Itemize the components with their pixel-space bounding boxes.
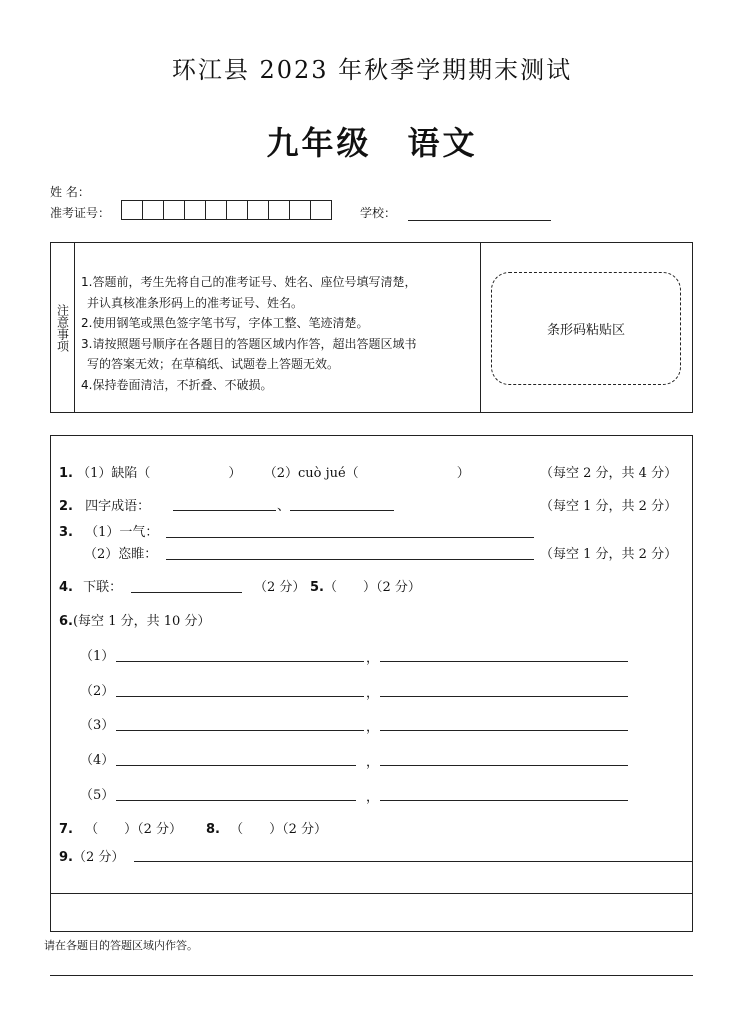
school-label: 学校：	[360, 206, 397, 220]
q7-row: 7. （ ）（2 分）	[59, 822, 183, 837]
notice-side-label: 注意事项	[51, 243, 75, 412]
q3-blank-1[interactable]	[166, 537, 534, 538]
q2-row: 2. 四字成语：	[59, 499, 151, 514]
q6-header: 6.(每空 1 分，共 10 分）	[59, 614, 211, 629]
subject-label: 语文	[407, 124, 478, 162]
notice-item: 并认真核准条形码上的准考证号、姓名。	[87, 295, 304, 310]
grade-label: 九年级	[266, 124, 372, 162]
q3-row-1: 3. （1）一气：	[59, 525, 159, 540]
q4-score: （2 分）	[254, 580, 306, 595]
q2-blank-2[interactable]	[290, 510, 394, 511]
q6-blank-second[interactable]	[380, 730, 628, 731]
exam-id-digit-box[interactable]	[163, 200, 185, 220]
q1-row: 1. （1）缺陷（ ） （2）cuò jué（ ）	[59, 466, 470, 481]
exam-id-digit-box[interactable]	[310, 200, 332, 220]
exam-id-digit-box[interactable]	[142, 200, 164, 220]
q6-blank-second[interactable]	[380, 800, 628, 801]
notice-item: 写的答案无效；在草稿纸、试题卷上答题无效。	[87, 357, 340, 371]
notice-list	[81, 272, 479, 395]
q6-blank-second[interactable]	[380, 696, 628, 697]
q3-row-2: （2）恣睢：	[84, 547, 158, 562]
q6-blank-first[interactable]	[116, 800, 356, 801]
exam-id-digit-box[interactable]	[226, 200, 248, 220]
q2-separator: 、	[277, 499, 291, 514]
exam-title: 环江县 2023 年秋季学期期末测试	[171, 56, 573, 84]
q6-sub-label: （1）	[80, 649, 115, 664]
notice-item: 1.答题前，考生先将自己的准考证号、姓名、座位号填写清楚，	[81, 275, 417, 289]
q1-score: （每空 2 分，共 4 分）	[540, 466, 678, 481]
q9-row: 9.（2 分）	[59, 850, 125, 865]
q6-comma: ，	[366, 651, 380, 666]
notice-box	[50, 242, 693, 413]
q6-sub-label: （5）	[80, 788, 115, 803]
notice-item: 3.请按照题号顺序在各题目的答题区域内作答，超出答题区域书	[81, 336, 417, 351]
notice-item: 4.保持卷面清洁，不折叠、不破损。	[81, 377, 273, 392]
exam-id-digit-box[interactable]	[247, 200, 269, 220]
q6-sub-label: （3）	[80, 718, 115, 733]
q6-blank-first[interactable]	[116, 696, 364, 697]
exam-id-digit-box[interactable]	[289, 200, 311, 220]
exam-id-digit-box[interactable]	[268, 200, 290, 220]
q9-line-2[interactable]	[50, 893, 693, 894]
q6-blank-first[interactable]	[116, 661, 364, 662]
grade-subject-title	[0, 118, 744, 164]
q4-row: 4. 下联：	[59, 580, 123, 595]
q9-line-1[interactable]	[134, 861, 693, 862]
q6-sub-label: （2）	[80, 684, 115, 699]
q6-blank-second[interactable]	[380, 661, 628, 662]
q6-blank-first[interactable]	[116, 730, 364, 731]
notice-item: 2.使用钢笔或黑色签字笔书写，字体工整、笔迹清楚。	[81, 316, 369, 330]
exam-id-label: 准考证号：	[50, 206, 111, 220]
exam-id-boxes[interactable]	[122, 200, 332, 220]
footer-note: 请在各题目的答题区域内作答。	[44, 939, 198, 952]
footer-divider	[50, 975, 693, 976]
q6-sub-label: （4）	[80, 753, 115, 768]
q6-comma: ，	[366, 686, 380, 701]
notice-divider	[480, 243, 481, 412]
q6-blank-first[interactable]	[116, 765, 356, 766]
q4-blank[interactable]	[131, 592, 242, 593]
barcode-area: 条形码粘贴区	[491, 272, 681, 385]
exam-id-digit-box[interactable]	[121, 200, 143, 220]
exam-id-digit-box[interactable]	[184, 200, 206, 220]
q6-comma: ，	[366, 755, 380, 770]
q6-comma: ，	[366, 790, 380, 805]
q5-row: 5.（ ）（2 分）	[310, 580, 421, 595]
q2-blank-1[interactable]	[173, 510, 276, 511]
exam-id-digit-box[interactable]	[205, 200, 227, 220]
q6-comma: ，	[366, 720, 380, 735]
q3-blank-2[interactable]	[166, 559, 534, 560]
q3-score: （每空 1 分，共 2 分）	[540, 547, 678, 562]
q8-row: 8. （ ）（2 分）	[206, 822, 328, 837]
name-label: 姓 名：	[50, 185, 90, 199]
q2-score: （每空 1 分，共 2 分）	[540, 499, 678, 514]
school-field[interactable]	[408, 220, 551, 221]
q6-blank-second[interactable]	[380, 765, 628, 766]
